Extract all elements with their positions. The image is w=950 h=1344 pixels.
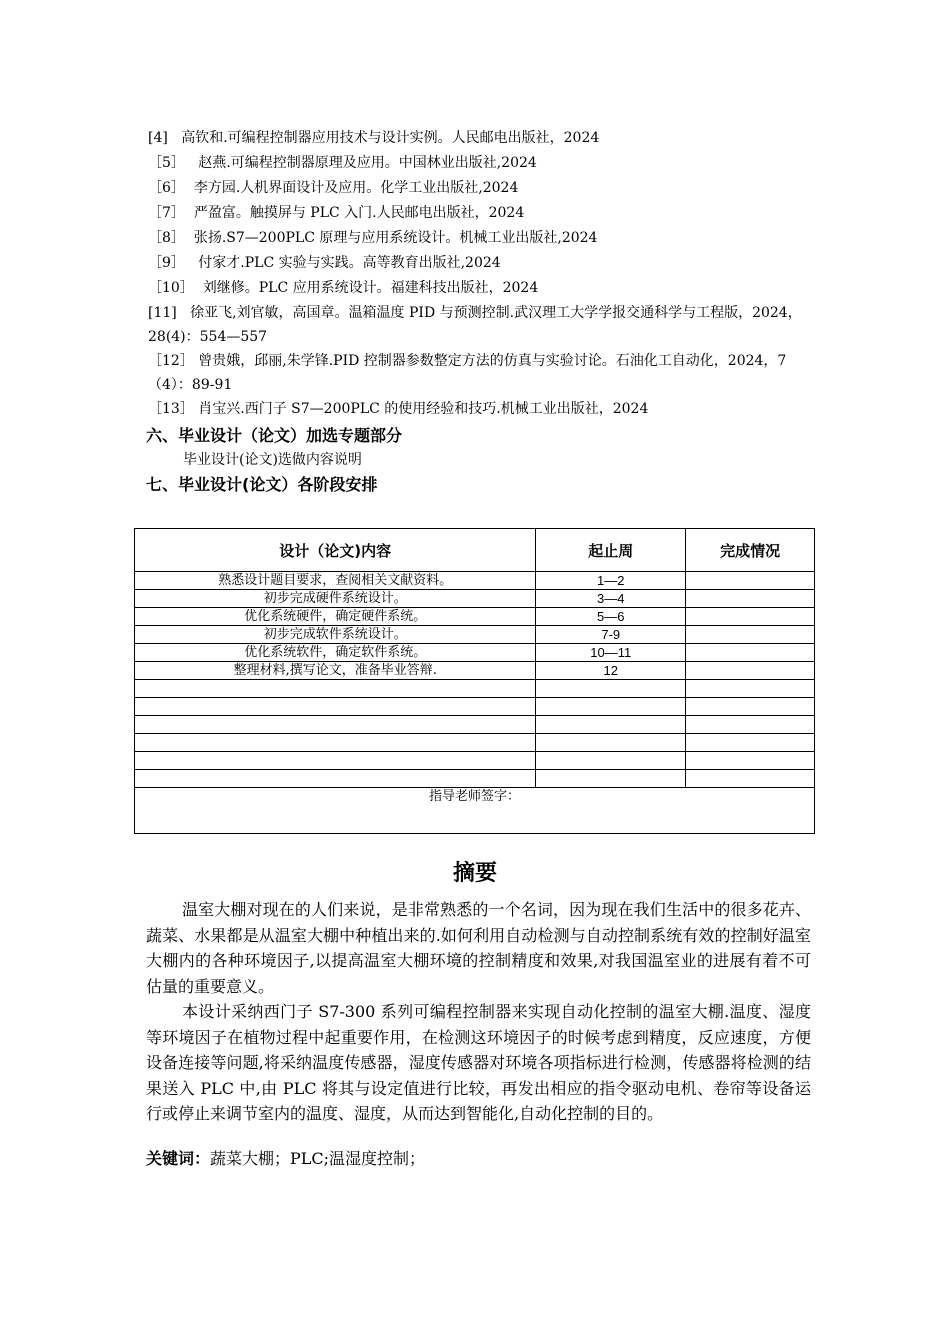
signature-label: 指导老师签字： xyxy=(428,789,520,804)
reference-number: ［5］ xyxy=(148,155,185,171)
reference-item xyxy=(148,201,818,226)
row-content: 整理材料,撰写论文，准备毕业答辩. xyxy=(135,662,536,680)
row-weeks xyxy=(536,734,686,752)
reference-item xyxy=(148,397,818,422)
section-6-note: 毕业设计(论文)选做内容说明 xyxy=(183,452,362,468)
row-weeks xyxy=(536,716,686,734)
reference-text: 刘继修。PLC 应用系统设计。福建科技出版社，2024 xyxy=(202,280,539,296)
row-weeks: 1—2 xyxy=(536,572,686,590)
row-content xyxy=(135,716,536,734)
row-weeks xyxy=(536,770,686,788)
table-row xyxy=(135,770,815,788)
abstract-title: 摘要 xyxy=(452,861,497,886)
row-status xyxy=(686,734,815,752)
signature-row xyxy=(135,788,815,834)
row-status xyxy=(686,752,815,770)
row-content: 优化系统软件，确定软件系统。 xyxy=(135,644,536,662)
reference-number: ［7］ xyxy=(148,205,185,221)
reference-number: ［6］ xyxy=(148,180,185,196)
abstract-paragraph: 本设计采纳西门子 S7-300 系列可编程控制器来实现自动化控制的温室大棚.温度、湿度等环境因子在植物过程中起重要作用，在检测这环境因子的时候考虑到精度，反应速度，方便设备连接等问题,将采纳温度传感器，湿度传感器对环境各项指标进行检测，传感器将检测的结果送入 PLC 中,由 PLC 将其与设定值进行比较，再发出相应的指令驱动电机、卷帘等设备运行或停止来调节室内的温度、湿度，从而达到智能化,自动化控制的目的。 xyxy=(146,1002,811,1123)
reference-number: ［10］ xyxy=(148,280,194,296)
keywords-label: 关键词： xyxy=(146,1149,211,1168)
table-row xyxy=(135,680,815,698)
row-status xyxy=(686,590,815,608)
row-status xyxy=(686,680,815,698)
row-status xyxy=(686,698,815,716)
table-row xyxy=(135,572,815,590)
row-status xyxy=(686,608,815,626)
table-row xyxy=(135,716,815,734)
reference-item xyxy=(148,276,818,301)
reference-item xyxy=(148,176,818,201)
row-content xyxy=(135,770,536,788)
reference-text: 李方园.人机界面设计及应用。化学工业出版社,2024 xyxy=(193,180,519,196)
row-weeks: 12 xyxy=(536,662,686,680)
header-content: 设计（论文)内容 xyxy=(135,529,536,572)
keywords-line xyxy=(146,1147,425,1171)
row-content xyxy=(135,752,536,770)
header-weeks: 起止周 xyxy=(536,529,686,572)
reference-text: 曾贵娥，邱丽,朱学锋.PID 控制器参数整定方法的仿真与实验讨论。石油化工自动化，2024，7（4）：89-91 xyxy=(148,353,787,393)
row-status xyxy=(686,662,815,680)
reference-text: 徐亚飞,刘官敏，高国章。温箱温度 PID 与预测控制.武汉理工大学学报交通科学与工程版，2024，28(4)：554—557 xyxy=(148,305,802,345)
table-row xyxy=(135,662,815,680)
reference-number: [11] xyxy=(148,305,177,321)
reference-number: ［9］ xyxy=(148,255,185,271)
row-status xyxy=(686,770,815,788)
signature-cell xyxy=(135,788,815,834)
row-weeks: 5—6 xyxy=(536,608,686,626)
schedule-table xyxy=(134,528,815,834)
section-6-heading: 六、毕业设计（论文）加选专题部分 xyxy=(146,426,403,445)
row-status xyxy=(686,626,815,644)
row-weeks: 10—11 xyxy=(536,644,686,662)
row-content: 初步完成软件系统设计。 xyxy=(135,626,536,644)
row-content: 熟悉设计题目要求，查阅相关文献资料。 xyxy=(135,572,536,590)
reference-item xyxy=(148,301,818,349)
row-status xyxy=(686,716,815,734)
reference-list xyxy=(148,126,818,422)
table-row xyxy=(135,644,815,662)
reference-number: ［13］ xyxy=(148,401,194,417)
row-weeks: 7-9 xyxy=(536,626,686,644)
keywords-value: 蔬菜大棚；PLC;温湿度控制； xyxy=(210,1149,426,1168)
reference-text: 张扬.S7—200PLC 原理与应用系统设计。机械工业出版社,2024 xyxy=(193,230,598,246)
table-row xyxy=(135,734,815,752)
reference-text: 高钦和.可编程控制器应用技术与设计实例。人民邮电出版社，2024 xyxy=(181,130,600,146)
row-content: 初步完成硬件系统设计。 xyxy=(135,590,536,608)
row-weeks xyxy=(536,698,686,716)
schedule-header-row xyxy=(135,529,815,572)
reference-item xyxy=(148,226,818,251)
reference-text: 付家才.PLC 实验与实践。高等教育出版社,2024 xyxy=(198,255,501,271)
table-row xyxy=(135,752,815,770)
row-content xyxy=(135,680,536,698)
reference-number: ［12］ xyxy=(148,353,194,369)
table-row xyxy=(135,590,815,608)
row-content xyxy=(135,698,536,716)
reference-item xyxy=(148,349,818,397)
abstract-body xyxy=(146,897,811,1127)
table-row xyxy=(135,608,815,626)
reference-item xyxy=(148,151,818,176)
reference-number: [4] xyxy=(148,130,168,146)
row-content: 优化系统硬件，确定硬件系统。 xyxy=(135,608,536,626)
reference-item xyxy=(148,126,818,151)
row-weeks xyxy=(536,680,686,698)
reference-text: 肖宝兴.西门子 S7—200PLC 的使用经验和技巧.机械工业出版社，2024 xyxy=(198,401,649,417)
row-weeks: 3—4 xyxy=(536,590,686,608)
reference-text: 赵燕.可编程控制器原理及应用。中国林业出版社,2024 xyxy=(198,155,537,171)
table-row xyxy=(135,626,815,644)
reference-number: ［8］ xyxy=(148,230,185,246)
reference-item xyxy=(148,251,818,276)
reference-text: 严盈富。触摸屏与 PLC 入门.人民邮电出版社，2024 xyxy=(193,205,525,221)
table-row xyxy=(135,698,815,716)
abstract-paragraph: 温室大棚对现在的人们来说，是非常熟悉的一个名词，因为现在我们生活中的很多花卉、蔬菜、水果都是从温室大棚中种植出来的.如何利用自动检测与自动控制系统有效的控制好温室大棚内的各种环境因子,以提高温室大棚环境的控制精度和效果,对我国温室业的进展有着不可估量的重要意义。 xyxy=(146,900,811,996)
row-status xyxy=(686,644,815,662)
header-status: 完成情况 xyxy=(686,529,815,572)
section-7-heading: 七、毕业设计(论文）各阶段安排 xyxy=(146,475,378,494)
row-content xyxy=(135,734,536,752)
row-weeks xyxy=(536,752,686,770)
row-status xyxy=(686,572,815,590)
